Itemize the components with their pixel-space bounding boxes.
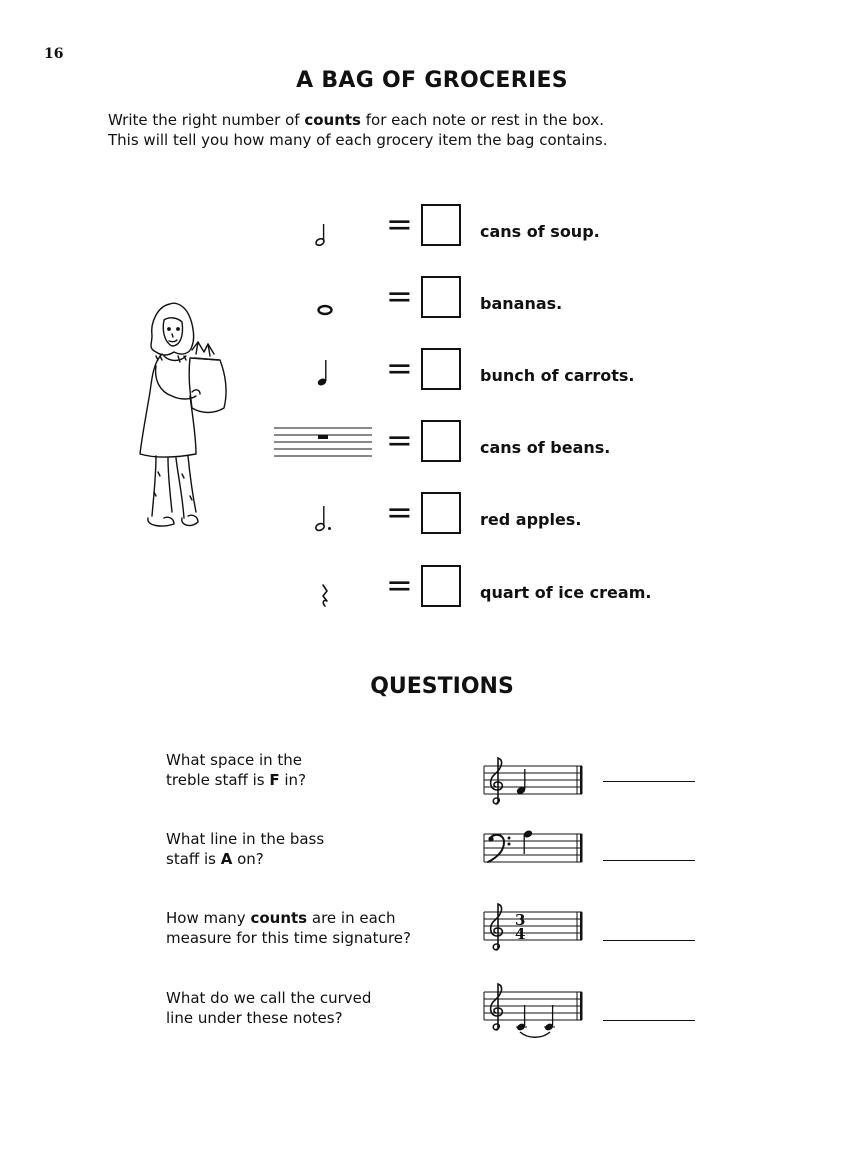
question-line: What space in the: [166, 751, 303, 769]
grocery-row-soup: [268, 204, 688, 248]
answer-line[interactable]: [603, 860, 695, 861]
page-number: 16: [44, 46, 64, 62]
answer-line[interactable]: [603, 1020, 695, 1021]
question-3: [166, 908, 436, 948]
question-text: How many: [166, 909, 251, 927]
question-1: [166, 750, 436, 790]
equals-sign: =: [386, 566, 413, 604]
time-signature-bottom: 4: [515, 925, 526, 943]
question-bold-letter: F: [269, 771, 280, 789]
page-title: A BAG OF GROCERIES: [296, 68, 568, 93]
half-note-icon: [268, 204, 378, 248]
equals-sign: =: [386, 421, 413, 459]
answer-box[interactable]: [421, 565, 461, 607]
question-text: staff is: [166, 850, 221, 868]
question-text: in?: [279, 771, 307, 789]
question-line: [166, 849, 436, 869]
question-line: measure for this time signature?: [166, 929, 411, 947]
girl-with-grocery-bag-illustration: [134, 296, 234, 536]
questions-heading: QUESTIONS: [370, 674, 514, 699]
question-line: [166, 770, 436, 790]
question-2: [166, 829, 436, 869]
grocery-row-apples: [268, 492, 688, 536]
question-text: are in each: [307, 909, 396, 927]
time-signature-top: 3: [515, 911, 526, 929]
grocery-label: bananas.: [480, 294, 563, 313]
grocery-label: bunch of carrots.: [480, 366, 635, 385]
question-bold-word: counts: [250, 909, 308, 927]
grocery-label: red apples.: [480, 510, 582, 529]
question-text: treble staff is: [166, 771, 270, 789]
treble-staff-three-four: [482, 898, 586, 958]
equals-sign: =: [386, 277, 413, 315]
question-4: [166, 988, 436, 1028]
instructions-line-1: [108, 110, 607, 130]
answer-line[interactable]: [603, 940, 695, 941]
dotted-half-note-icon: [268, 492, 378, 536]
answer-box[interactable]: [421, 492, 461, 534]
treble-staff-f-space: [482, 752, 586, 812]
question-line: [166, 908, 436, 928]
quarter-rest-icon: [268, 565, 378, 609]
answer-box[interactable]: [421, 276, 461, 318]
quarter-note-icon: [268, 348, 378, 392]
equals-sign: =: [386, 205, 413, 243]
instructions-line-2: This will tell you how many of each grocery item the bag contains.: [108, 131, 608, 149]
answer-box[interactable]: [421, 420, 461, 462]
instructions-text: Write the right number of: [108, 111, 305, 129]
equals-sign: =: [386, 349, 413, 387]
grocery-label: cans of soup.: [480, 222, 600, 241]
tie-curve: [520, 1032, 550, 1037]
bass-staff-a-line: [482, 824, 586, 884]
answer-box[interactable]: [421, 204, 461, 246]
question-line: line under these notes?: [166, 1009, 343, 1027]
question-line: What line in the bass: [166, 830, 325, 848]
grocery-label: quart of ice cream.: [480, 583, 652, 602]
equals-sign: =: [386, 493, 413, 531]
question-bold-letter: A: [220, 850, 233, 868]
question-text: on?: [232, 850, 264, 868]
question-line: What do we call the curved: [166, 989, 372, 1007]
treble-staff-tied-notes: [482, 978, 586, 1038]
instructions-bold-word: counts: [304, 111, 361, 129]
whole-note-icon: [268, 276, 378, 320]
answer-line[interactable]: [603, 781, 695, 782]
grocery-row-ice-cream: [268, 565, 688, 609]
answer-box[interactable]: [421, 348, 461, 390]
grocery-row-carrots: [268, 348, 688, 392]
instructions: [108, 110, 607, 150]
grocery-label: cans of beans.: [480, 438, 611, 457]
whole-rest-icon: [268, 420, 378, 464]
grocery-row-beans: [268, 420, 688, 464]
instructions-text: for each note or rest in the box.: [360, 111, 604, 129]
grocery-row-bananas: [268, 276, 688, 320]
